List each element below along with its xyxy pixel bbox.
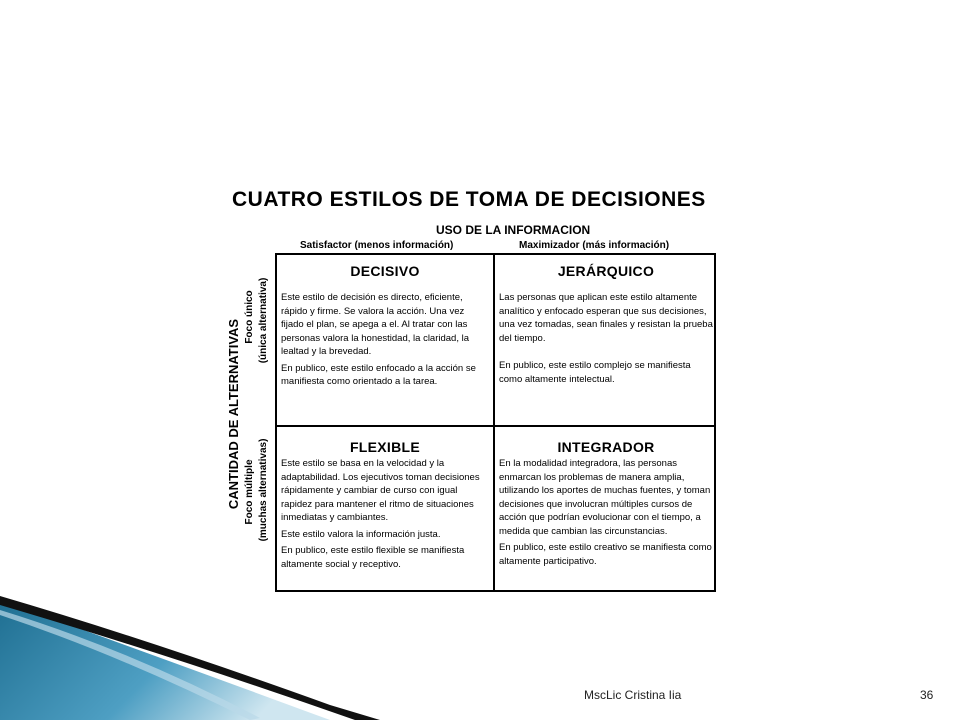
slide-title: CUATRO ESTILOS DE TOMA DE DECISIONES (232, 188, 706, 211)
footer-author: MscLic Cristina Iia (584, 688, 682, 702)
cell-paragraph: En publico, este estilo enfocado a la acción se manifiesta como orientado a la tarea. (281, 362, 476, 387)
decision-styles-matrix (275, 253, 716, 592)
cell-integrador (499, 439, 713, 571)
multiple-focus-sublabel: (muchas alternativas) (258, 438, 269, 542)
single-focus-label: Foco único (244, 290, 255, 344)
page-number: 36 (920, 688, 934, 702)
cell-paragraph: Las personas que aplican este estilo altamente analítico y enfocado esperan que sus decisiones, una vez tomadas, sean finales y resistan la prueba del tiempo. (499, 292, 713, 344)
cell-title: FLEXIBLE (349, 439, 421, 455)
cell-title: JERÁRQUICO (557, 263, 655, 279)
multiple-focus-label: Foco múltiple (244, 459, 255, 525)
cell-paragraph: En la modalidad integradora, las personas enmarcan los problemas de manera amplia, utilizando los aportes de muchas fuentes, y toman decisiones que involucran múltiples cursos de acción que podrían evolucionar con el tiempo, a medida que cambian las circunstancias. (499, 458, 711, 537)
cell-paragraph: En publico, este estilo flexible se manifiesta altamente social y receptivo. (281, 545, 465, 570)
matrix-horizontal-divider (277, 425, 714, 427)
cell-title: DECISIVO (350, 263, 420, 279)
cell-paragraph: En publico, este estilo creativo se manifiesta como altamente participativo. (499, 542, 712, 567)
single-focus-sublabel: (única alternativa) (258, 277, 269, 364)
cell-paragraph: En publico, este estilo complejo se manifiesta como altamente intelectual. (499, 360, 691, 385)
cell-title: INTEGRADOR (557, 439, 655, 455)
cell-jerarquico (499, 263, 713, 389)
alternatives-axis-title: CANTIDAD DE ALTERNATIVAS (226, 318, 241, 510)
maximizador-column-header: Maximizador (más información) (519, 240, 670, 251)
cell-flexible (281, 439, 489, 574)
satisfactor-column-header: Satisfactor (menos información) (300, 240, 454, 251)
cell-paragraph: Este estilo se basa en la velocidad y la adaptabilidad. Los ejecutivos toman decisiones rápidamente y cambiar de curso con igual rapidez para mantener el ritmo de situaciones inmediatas y cambiantes. (281, 458, 480, 523)
matrix-vertical-divider (493, 255, 495, 590)
cell-paragraph: Este estilo de decisión es directo, eficiente, rápido y firme. Se valora la acción. Una vez fijado el plan, se apega a el. Al tratar con las personas valora la honestidad, la claridad, la lealtad y la brevedad. (281, 292, 470, 357)
cell-paragraph: Este estilo valora la información justa. (281, 528, 441, 540)
cell-decisivo (281, 263, 489, 392)
information-axis-title: USO DE LA INFORMACION (436, 223, 591, 237)
